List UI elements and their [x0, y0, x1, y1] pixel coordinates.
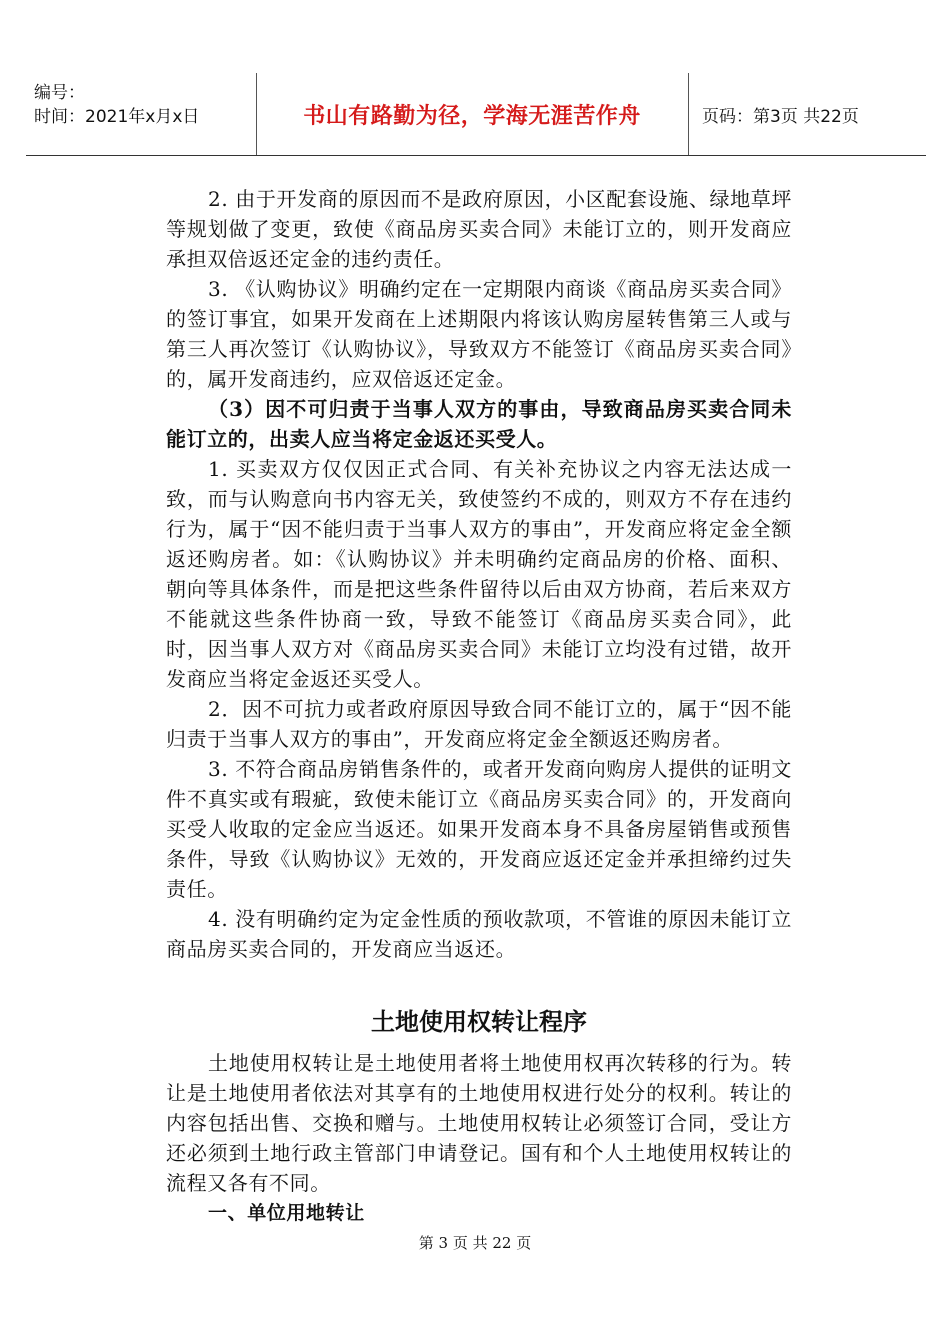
header-motto: 书山有路勤为径，学海无涯苦作舟 [256, 73, 689, 155]
clause-heading: （3）因不可归责于当事人双方的事由，导致商品房买卖合同未能订立的，出卖人应当将定金返还买受人。 [166, 397, 792, 451]
document-body [166, 184, 792, 1228]
page-header [26, 73, 926, 156]
subsection-heading: 一、单位用地转让 [208, 1202, 365, 1224]
paragraph: 3. 不符合商品房销售条件的，或者开发商向购房人提供的证明文件不真实或有瑕疵，致使未能订立《商品房买卖合同》的，开发商向买受人收取的定金应当返还。如果开发商本身不具备房屋销售或预售条件，导致《认购协议》无效的，开发商应返还定金并承担缔约过失责任。 [166, 757, 792, 901]
paragraph: 土地使用权转让是土地使用者将土地使用权再次转移的行为。转让是土地使用者依法对其享有的土地使用权进行处分的权利。转让的内容包括出售、交换和赠与。土地使用权转让必须签订合同，受让方还必须到土地行政主管部门申请登记。国有和个人土地使用权转让的流程又各有不同。 [166, 1051, 792, 1195]
paragraph: 1. 买卖双方仅仅因正式合同、有关补充协议之内容无法达成一致，而与认购意向书内容无关，致使签约不成的，则双方不存在违约行为，属于“因不能归责于当事人双方的事由”，开发商应将定金全额返还购房者。如：《认购协议》并未明确约定商品房的价格、面积、朝向等具体条件，而是把这些条件留待以后由双方协商，若后来双方不能就这些条件协商一致，导致不能签订《商品房买卖合同》，此时，因当事人双方对《商品房买卖合同》未能订立均没有过错，故开发商应当将定金返还买受人。 [166, 457, 792, 691]
paragraph: 3. 《认购协议》明确约定在一定期限内商谈《商品房买卖合同》的签订事宜，如果开发商在上述期限内将该认购房屋转售第三人或与第三人再次签订《认购协议》，导致双方不能签订《商品房买卖合同》的，属开发商违约，应双倍返还定金。 [166, 277, 792, 391]
document-time-label: 时间：2021年x月x日 [34, 107, 200, 127]
document-number-label: 编号： [34, 83, 85, 103]
header-page-info: 页码：第3页 共22页 [702, 106, 859, 127]
header-meta [26, 73, 257, 155]
paragraph: 2．因不可抗力或者政府原因导致合同不能订立的，属于“因不能归责于当事人双方的事由”，开发商应将定金全额返还购房者。 [166, 697, 792, 751]
page-footer: 第 3 页 共 22 页 [418, 1234, 532, 1252]
paragraph: 4. 没有明确约定为定金性质的预收款项，不管谁的原因未能订立商品房买卖合同的，开发商应当返还。 [166, 907, 792, 961]
section-title: 土地使用权转让程序 [371, 1008, 587, 1036]
paragraph: 2. 由于开发商的原因而不是政府原因，小区配套设施、绿地草坪等规划做了变更，致使《商品房买卖合同》未能订立的，则开发商应承担双倍返还定金的违约责任。 [166, 187, 792, 271]
